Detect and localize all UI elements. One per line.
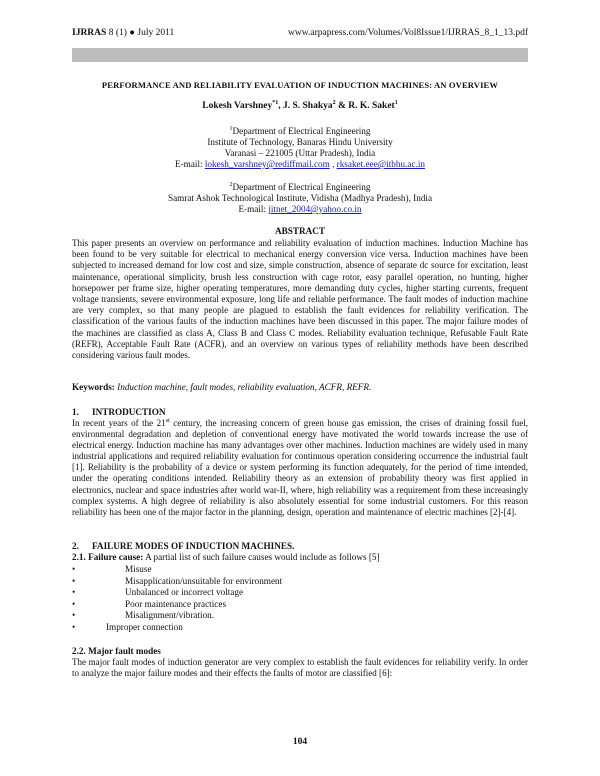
affiliation-1-dept-text: Department of Electrical Engineering xyxy=(232,126,371,137)
affiliation-1 xyxy=(72,124,528,170)
running-header-url: www.arpapress.com/Volumes/Vol8Issue1/IJRRAS_8_1_13.pdf xyxy=(288,28,528,38)
list-item-text: Unbalanced or incorrect voltage xyxy=(125,587,244,598)
keywords-text: Induction machine, fault modes, reliability evaluation, ACFR, REFR. xyxy=(114,382,372,392)
section-1-text-sup: st xyxy=(165,417,170,424)
bullet-icon: • xyxy=(72,575,76,586)
email-link-1[interactable]: lokesh_varshney@rediffmail.com xyxy=(204,159,330,170)
email-label: E-mail: xyxy=(175,159,205,170)
list-item xyxy=(72,587,528,599)
affiliation-1-email-line xyxy=(72,159,528,170)
email-link-3[interactable]: jitnet_2004@yahoo.co.in xyxy=(268,204,362,215)
running-header-journal xyxy=(72,28,174,38)
subsection-2-2-text: The major fault modes of induction generator are very complex to establish the fault evidences for reliability verify. In order to analyze the major failure modes and their effects the faults of motor are classified [6]: xyxy=(72,657,528,679)
author-1-mark: *1 xyxy=(272,100,279,106)
keywords-label: Keywords: xyxy=(72,382,115,392)
author-list xyxy=(72,100,528,111)
list-item-text: Misapplication/unsuitable for environment xyxy=(125,575,283,586)
bullet-icon: • xyxy=(72,587,76,598)
subsection-2-1 xyxy=(72,552,528,562)
keywords-line xyxy=(72,382,528,392)
section-1-text xyxy=(72,418,528,518)
section-1-text-b: century, the increasing concern of green house gas emission, the crises of draining fossil fuel, environmental degradation and depletion of conventional energy have motivated the world towards increase the use of electrical energy. Induction machine has many advantages over other machines. Induction machines are widely used in many industrial applications and required reliability evaluation for continuous operation considering occurrence the industrial fault [1]. Reliability is the probability of a device or system performing its function adequately, for the period of time intended, under the operating conditions intended. Reliability theory as an extension of probability theory was first applied in electronics, nuclear and space industries after world war-II, where, high reliability was a requirement from these increasingly complex systems. A high degree of reliability is also absolutely essential for some industrial customers. For this reason reliability has been one of the major factor in the planning, design, operation and maintenance of electric machines [2]-[4]. xyxy=(72,418,529,517)
affiliation-2-dept-text: Department of Electrical Engineering xyxy=(232,182,371,193)
list-item-text: Poor maintenance practices xyxy=(125,598,227,609)
paper-title: PERFORMANCE AND RELIABILITY EVALUATION OF INDUCTION MACHINES: AN OVERVIEW xyxy=(101,80,499,90)
affiliation-1-city: Varanasi – 221005 (Uttar Pradesh), India xyxy=(224,148,376,159)
bullet-icon: • xyxy=(72,621,76,632)
affiliation-2 xyxy=(72,180,528,215)
page-number: 104 xyxy=(292,737,308,747)
header-divider-bar xyxy=(72,48,528,62)
section-1-title: INTRODUCTION xyxy=(92,407,166,417)
author-1: Lokesh Varshney xyxy=(202,101,273,112)
subsection-2-1-label: 2.1. Failure cause: xyxy=(72,552,144,562)
email-link-2[interactable]: rksaket.eee@itbhu.ac.in xyxy=(336,159,425,170)
list-item xyxy=(72,610,528,622)
subsection-2-1-text: A partial list of such failure causes would include as follows [5] xyxy=(143,552,380,562)
bullet-icon: • xyxy=(72,564,76,574)
section-1-number: 1. xyxy=(72,407,79,417)
abstract-text: This paper presents an overview on performance and reliability evaluation of induction machines. Induction Machine has been found to be very suitable for electrical to mechanical energy conversion vice versa. Induction machines have been subjected to increased demand for low cost and size, simple construction, absence of separate dc source for excitation, least maintenance, operational simplicity, brush less construction with cage rotor, easy parallel operation, no hunting, higher horsepower per frame size, higher operating temperatures, more demanding duty cycles, higher starting currents, frequent voltage transients, severe environmental exposure, long life and reliable performance. The fault modes of induction machine are very complex, so that many people are plagued to establish the fault evidences for reliability verification. The classification of the various faults of the induction machines have been discussed in this paper. The major failure modes of the machines are classified as class A, Class B and Class C modes. Reliability evaluation technique, Refusable Fault Rate (REFR), Acceptable Fault Rate (ACFR), and an overview on various types of reliability methods have been described considering various fault modes. xyxy=(72,238,528,361)
email-separator: , xyxy=(329,159,337,170)
affiliation-1-institute: Institute of Technology, Banaras Hindu University xyxy=(207,137,393,148)
affiliation-1-mark: 1 xyxy=(229,126,233,132)
affiliation-1-dept xyxy=(72,124,528,137)
abstract-heading: ABSTRACT xyxy=(274,226,326,236)
list-item-text: Improper connection xyxy=(106,621,183,632)
list-item xyxy=(72,599,528,611)
list-item-text: Misuse xyxy=(125,564,152,574)
author-2-mark: 2 xyxy=(332,100,336,106)
bullet-icon: • xyxy=(72,610,76,621)
section-2-number: 2. xyxy=(72,541,79,551)
author-3: & R. K. Saket xyxy=(335,101,395,112)
list-item xyxy=(72,622,528,634)
journal-name: IJRRAS xyxy=(72,28,107,38)
author-3-mark: 1 xyxy=(394,100,398,106)
section-1-heading xyxy=(72,407,166,417)
section-1-text-a: In recent years of the 21 xyxy=(72,418,166,428)
list-item xyxy=(72,576,528,588)
bullet-icon: • xyxy=(72,598,76,609)
affiliation-2-email-line xyxy=(72,204,528,215)
failure-cause-list xyxy=(72,564,528,634)
author-2: , J. S. Shakya xyxy=(278,101,333,112)
email-label-2: E-mail: xyxy=(238,204,269,215)
section-2-heading xyxy=(72,541,294,551)
section-2-title: FAILURE MODES OF INDUCTION MACHINES. xyxy=(92,541,295,551)
list-item xyxy=(72,564,528,576)
list-item-text: Misalignment/vibration. xyxy=(125,610,215,621)
affiliation-2-institute: Samrat Ashok Technological Institute, Vidisha (Madhya Pradesh), India xyxy=(167,193,433,204)
affiliation-2-mark: 2 xyxy=(229,182,233,188)
subsection-2-2-heading: 2.2. Major fault modes xyxy=(72,646,161,656)
affiliation-2-dept xyxy=(72,180,528,193)
journal-issue: 8 (1) ● July 2011 xyxy=(106,28,175,38)
